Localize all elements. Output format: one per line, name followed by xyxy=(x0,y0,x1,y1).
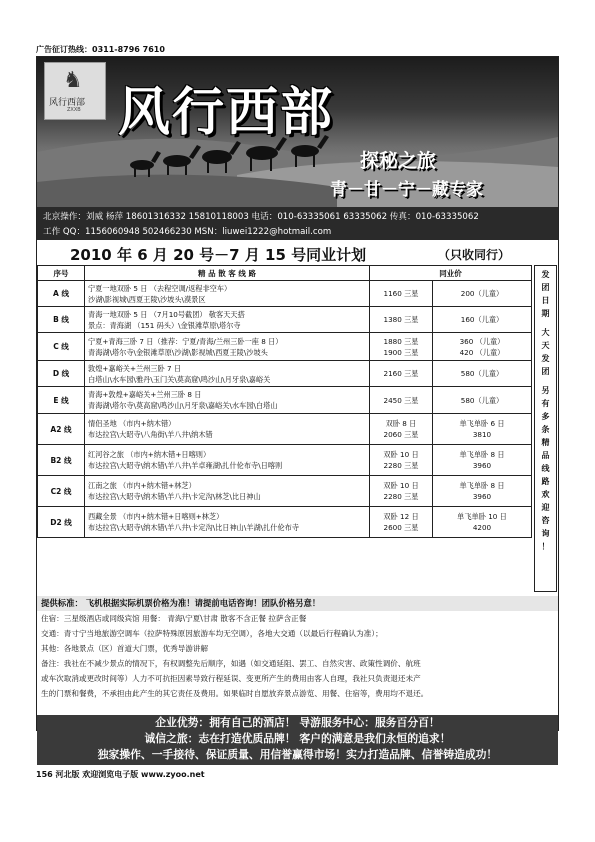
route-desc xyxy=(85,507,370,538)
adult-price-1: 1880 三星 xyxy=(383,336,419,346)
route-code: B 线 xyxy=(38,307,85,333)
table-row xyxy=(38,361,532,387)
adult-price xyxy=(370,333,433,361)
header-price: 同业价 xyxy=(370,266,532,281)
adult-price xyxy=(370,476,433,507)
adult-price-2: 2280 三星 xyxy=(383,461,419,470)
side-note-char: 天 xyxy=(541,341,550,350)
adult-price xyxy=(370,445,433,476)
side-note-char: 期 xyxy=(541,309,550,318)
header-route: 精 品 散 客 线 路 xyxy=(85,266,370,281)
child-price-2: 4200 xyxy=(472,523,492,532)
route-title: 情侣圣地 （市内+纳木错） xyxy=(88,419,176,428)
side-note-char: 另 xyxy=(541,386,550,395)
route-title: 敦煌+嘉峪关+兰州三卧 7 日 xyxy=(88,363,182,373)
adult-price-2: 2280 三星 xyxy=(383,492,419,501)
table-row xyxy=(38,387,532,414)
child-price-2: 3960 xyxy=(472,492,492,501)
side-note-char: 发 xyxy=(541,270,550,279)
route-spots: 白塔山\水车园\雅丹\玉门关\莫高窟\鸣沙山\月牙泉\嘉峪关 xyxy=(88,374,271,384)
adult-price-2: 2600 三星 xyxy=(383,523,419,532)
route-title: 红河谷之旅 （市内+纳木错+日喀则） xyxy=(88,450,211,459)
child-price xyxy=(433,414,532,445)
page-footer: 156 河北版 欢迎浏览电子版 www.zyoo.net xyxy=(36,770,205,779)
route-desc xyxy=(85,281,370,307)
side-note-char: 询 xyxy=(541,529,550,538)
side-note-char: 迎 xyxy=(541,503,550,512)
child-price-1: 160（儿童） xyxy=(460,315,504,324)
schedule-table xyxy=(37,265,532,538)
child-price xyxy=(433,387,532,414)
route-spots: 布达拉宫\大昭寺\纳木错\羊八井\卡定沟\比日神山\羊湖\扎什伦布寺 xyxy=(88,523,300,532)
route-title: 青海一地双卧 5 日 （7月10号截团） 敬客天天搭 xyxy=(88,309,245,319)
brand-title: 风行西部 xyxy=(118,82,335,143)
route-desc xyxy=(85,307,370,333)
side-note-char: 发 xyxy=(541,354,550,363)
adult-price xyxy=(370,507,433,538)
adult-price-1: 双卧 12 日 xyxy=(383,512,419,521)
child-price xyxy=(433,281,532,307)
child-price-1: 单飞单卧 10 日 xyxy=(457,512,507,521)
contact-phone-line: 北京操作：刘威 杨萍 18601316332 15810118003 电话：010-63335061 63335062 传真：010-63335062 xyxy=(43,212,479,222)
child-price-1: 580（儿童） xyxy=(460,395,504,405)
adult-price-1: 1380 三星 xyxy=(383,315,419,324)
side-note-char: 团 xyxy=(541,367,550,376)
adult-price xyxy=(370,281,433,307)
route-desc xyxy=(85,333,370,361)
route-spots: 青海湖\塔尔寺\金银滩草原\沙湖\影视城\西夏王陵\沙坡头 xyxy=(88,347,268,357)
child-price-2: 420 （儿童） xyxy=(459,347,505,357)
route-code: D 线 xyxy=(38,361,85,387)
route-desc xyxy=(85,387,370,414)
side-note xyxy=(534,265,557,592)
side-note-char: 条 xyxy=(541,425,550,434)
company-logo xyxy=(44,62,106,120)
table-row xyxy=(38,476,532,507)
route-code: A2 线 xyxy=(38,414,85,445)
side-note-char: 有 xyxy=(541,399,550,408)
child-price xyxy=(433,507,532,538)
terms-standard: 提供标准： 飞机根据实际机票价格为准！请提前电话咨询！团队价格另意！ xyxy=(37,596,558,611)
route-code: A 线 xyxy=(38,281,85,307)
advantage-line-3: 独家操作、一手接待、保证质量、用信誉赢得市场！实力打造品牌、信誉铸造成功！ xyxy=(97,748,498,761)
route-spots: 布达拉宫\大昭寺\纳木错\羊八井\羊卓雍湖\扎什伦布寺\日喀则 xyxy=(88,461,283,470)
route-desc xyxy=(85,445,370,476)
adult-price xyxy=(370,414,433,445)
route-title: 宁夏一地双卧 5 日 （去程空调/返程非空车） xyxy=(88,283,232,293)
route-spots: 布达拉宫\大昭寺\八角街\羊八井\纳木错 xyxy=(88,430,213,439)
child-price xyxy=(433,361,532,387)
route-desc xyxy=(85,476,370,507)
side-note-char: 日 xyxy=(541,296,550,305)
adult-price-2: 2060 三星 xyxy=(383,430,419,439)
table-row xyxy=(38,307,532,333)
advantage-line-1: 企业优势：拥有自己的酒店！ 导游服务中心：服务百分百！ xyxy=(155,716,440,729)
schedule-title: 2010 年 6 月 20 号－7 月 15 号同业计划 xyxy=(70,246,367,264)
child-price xyxy=(433,445,532,476)
route-spots: 青海湖\塔尔寺\莫高窟\鸣沙山\月牙泉\嘉峪关\水车园\白塔山 xyxy=(88,401,278,410)
schedule-note: （只收同行） xyxy=(438,248,511,262)
terms-remark-3: 生的门票和餐费，不承担由此产生的其它责任及费用。如果临时自愿放弃景点游览、用餐、住宿等，费用均不退还。 xyxy=(41,689,429,698)
banner-slogan: 探秘之旅 xyxy=(360,150,437,172)
route-desc xyxy=(85,361,370,387)
route-title: 江南之旅 （市内+纳木错+林芝） xyxy=(88,481,196,490)
adult-price xyxy=(370,361,433,387)
route-title: 宁夏+青海三卧 7 日（推荐：宁夏/青海/兰州三卧一座 8 日） xyxy=(88,336,283,346)
child-price xyxy=(433,307,532,333)
table-row xyxy=(38,414,532,445)
table-row xyxy=(38,507,532,538)
route-desc xyxy=(85,414,370,445)
route-code: C2 线 xyxy=(38,476,85,507)
ad-hotline: 广告征订热线：0311-8796 7610 xyxy=(36,45,165,54)
table-row xyxy=(38,445,532,476)
route-code: B2 线 xyxy=(38,445,85,476)
route-spots: 景点：青海湖 （151 码头）\金银滩草原\塔尔寺 xyxy=(88,320,241,330)
adult-price-1: 1160 三星 xyxy=(383,289,419,298)
child-price-2: 3960 xyxy=(472,461,492,470)
side-note-char: 精 xyxy=(541,438,550,447)
child-price-1: 580（儿童） xyxy=(460,369,504,378)
table-row xyxy=(38,281,532,307)
logo-subtext: ZXXB xyxy=(67,107,81,113)
terms-transport: 交通：青寸宁当地旅游空调车（拉萨特殊原因旅游车均无空调），各地大交通（以最后行程确认为准）； xyxy=(41,629,383,638)
child-price-1: 单飞单卧 8 日 xyxy=(459,450,505,459)
adult-price-1: 双卧 10 日 xyxy=(383,481,419,490)
side-note-char: ！ xyxy=(541,542,550,551)
side-note-char: 团 xyxy=(541,283,550,292)
advantages-bar xyxy=(37,715,558,765)
child-price xyxy=(433,333,532,361)
adult-price-1: 2160 三星 xyxy=(383,369,419,378)
child-price-1: 200（儿童） xyxy=(460,289,504,298)
camel-icon: ♞ xyxy=(63,68,83,93)
side-note-char: 咨 xyxy=(541,516,550,525)
banner-routes: 青－甘－宁－藏专家 xyxy=(330,180,483,200)
adult-price xyxy=(370,387,433,414)
side-note-char: 大 xyxy=(541,328,550,337)
table-header-row xyxy=(38,266,532,281)
side-note-char: 多 xyxy=(541,412,550,421)
contact-qq-line: 工作 QQ：1156060948 502466230 MSN：liuwei1222@hotmail.com xyxy=(43,227,332,237)
route-spots: 沙湖\影视城\西夏王陵\沙坡头\漠景区 xyxy=(88,294,206,304)
adult-price-2: 1900 三星 xyxy=(383,347,419,357)
adult-price-1: 双卧 8 日 xyxy=(385,419,417,428)
side-note-char: 线 xyxy=(541,464,550,473)
side-note-char: 欢 xyxy=(541,490,550,499)
adult-price-1: 双卧 10 日 xyxy=(383,450,419,459)
child-price-2: 3810 xyxy=(472,430,492,439)
route-code: D2 线 xyxy=(38,507,85,538)
route-code: E 线 xyxy=(38,387,85,414)
terms-remark-1: 备注：我社在不减少景点的情况下，有权调整先后顺序，如遇（如交通延阻、罢工、自然灾害、政策性调价、航班 xyxy=(41,659,421,668)
terms-lodging: 住宿：三星级酒店或同级宾馆 用餐： 青海\宁夏\甘肃 散客不含正餐 拉萨含正餐 xyxy=(41,614,307,623)
header-code: 序号 xyxy=(38,266,85,281)
side-note-char: 品 xyxy=(541,451,550,460)
advantage-line-2: 诚信之旅：志在打造优质品牌！ 客户的满意是我们永恒的追求！ xyxy=(144,732,451,745)
child-price-1: 360 （儿童） xyxy=(459,336,505,346)
route-title: 青海+敦煌+嘉峪关+兰州三卧 8 日 xyxy=(88,390,202,399)
terms-other: 其他：各地景点（区）首道大门票，优秀导游讲解 xyxy=(41,644,209,653)
terms-remark-2: 或车次取消或更改时间等）人力不可抗拒因素导致行程延误、变更所产生的费用由客人自理，我社只负责退还未产 xyxy=(41,674,421,683)
route-code: C 线 xyxy=(38,333,85,361)
terms-section xyxy=(37,596,558,701)
route-spots: 布达拉宫\大昭寺\纳木错\羊八井\卡定沟\林芝\比日神山 xyxy=(88,492,261,501)
child-price-1: 单飞单卧 8 日 xyxy=(459,481,505,490)
route-title: 西藏全景 （市内+纳木错+日喀则+林芝） xyxy=(88,512,224,521)
table-row xyxy=(38,333,532,361)
adult-price xyxy=(370,307,433,333)
child-price-1: 单飞单卧 6 日 xyxy=(459,419,505,428)
child-price xyxy=(433,476,532,507)
contact-bar xyxy=(37,207,558,240)
side-note-char: 路 xyxy=(541,477,550,486)
adult-price-1: 2450 三星 xyxy=(383,395,419,405)
logo-text: 风行西部 xyxy=(49,98,86,108)
